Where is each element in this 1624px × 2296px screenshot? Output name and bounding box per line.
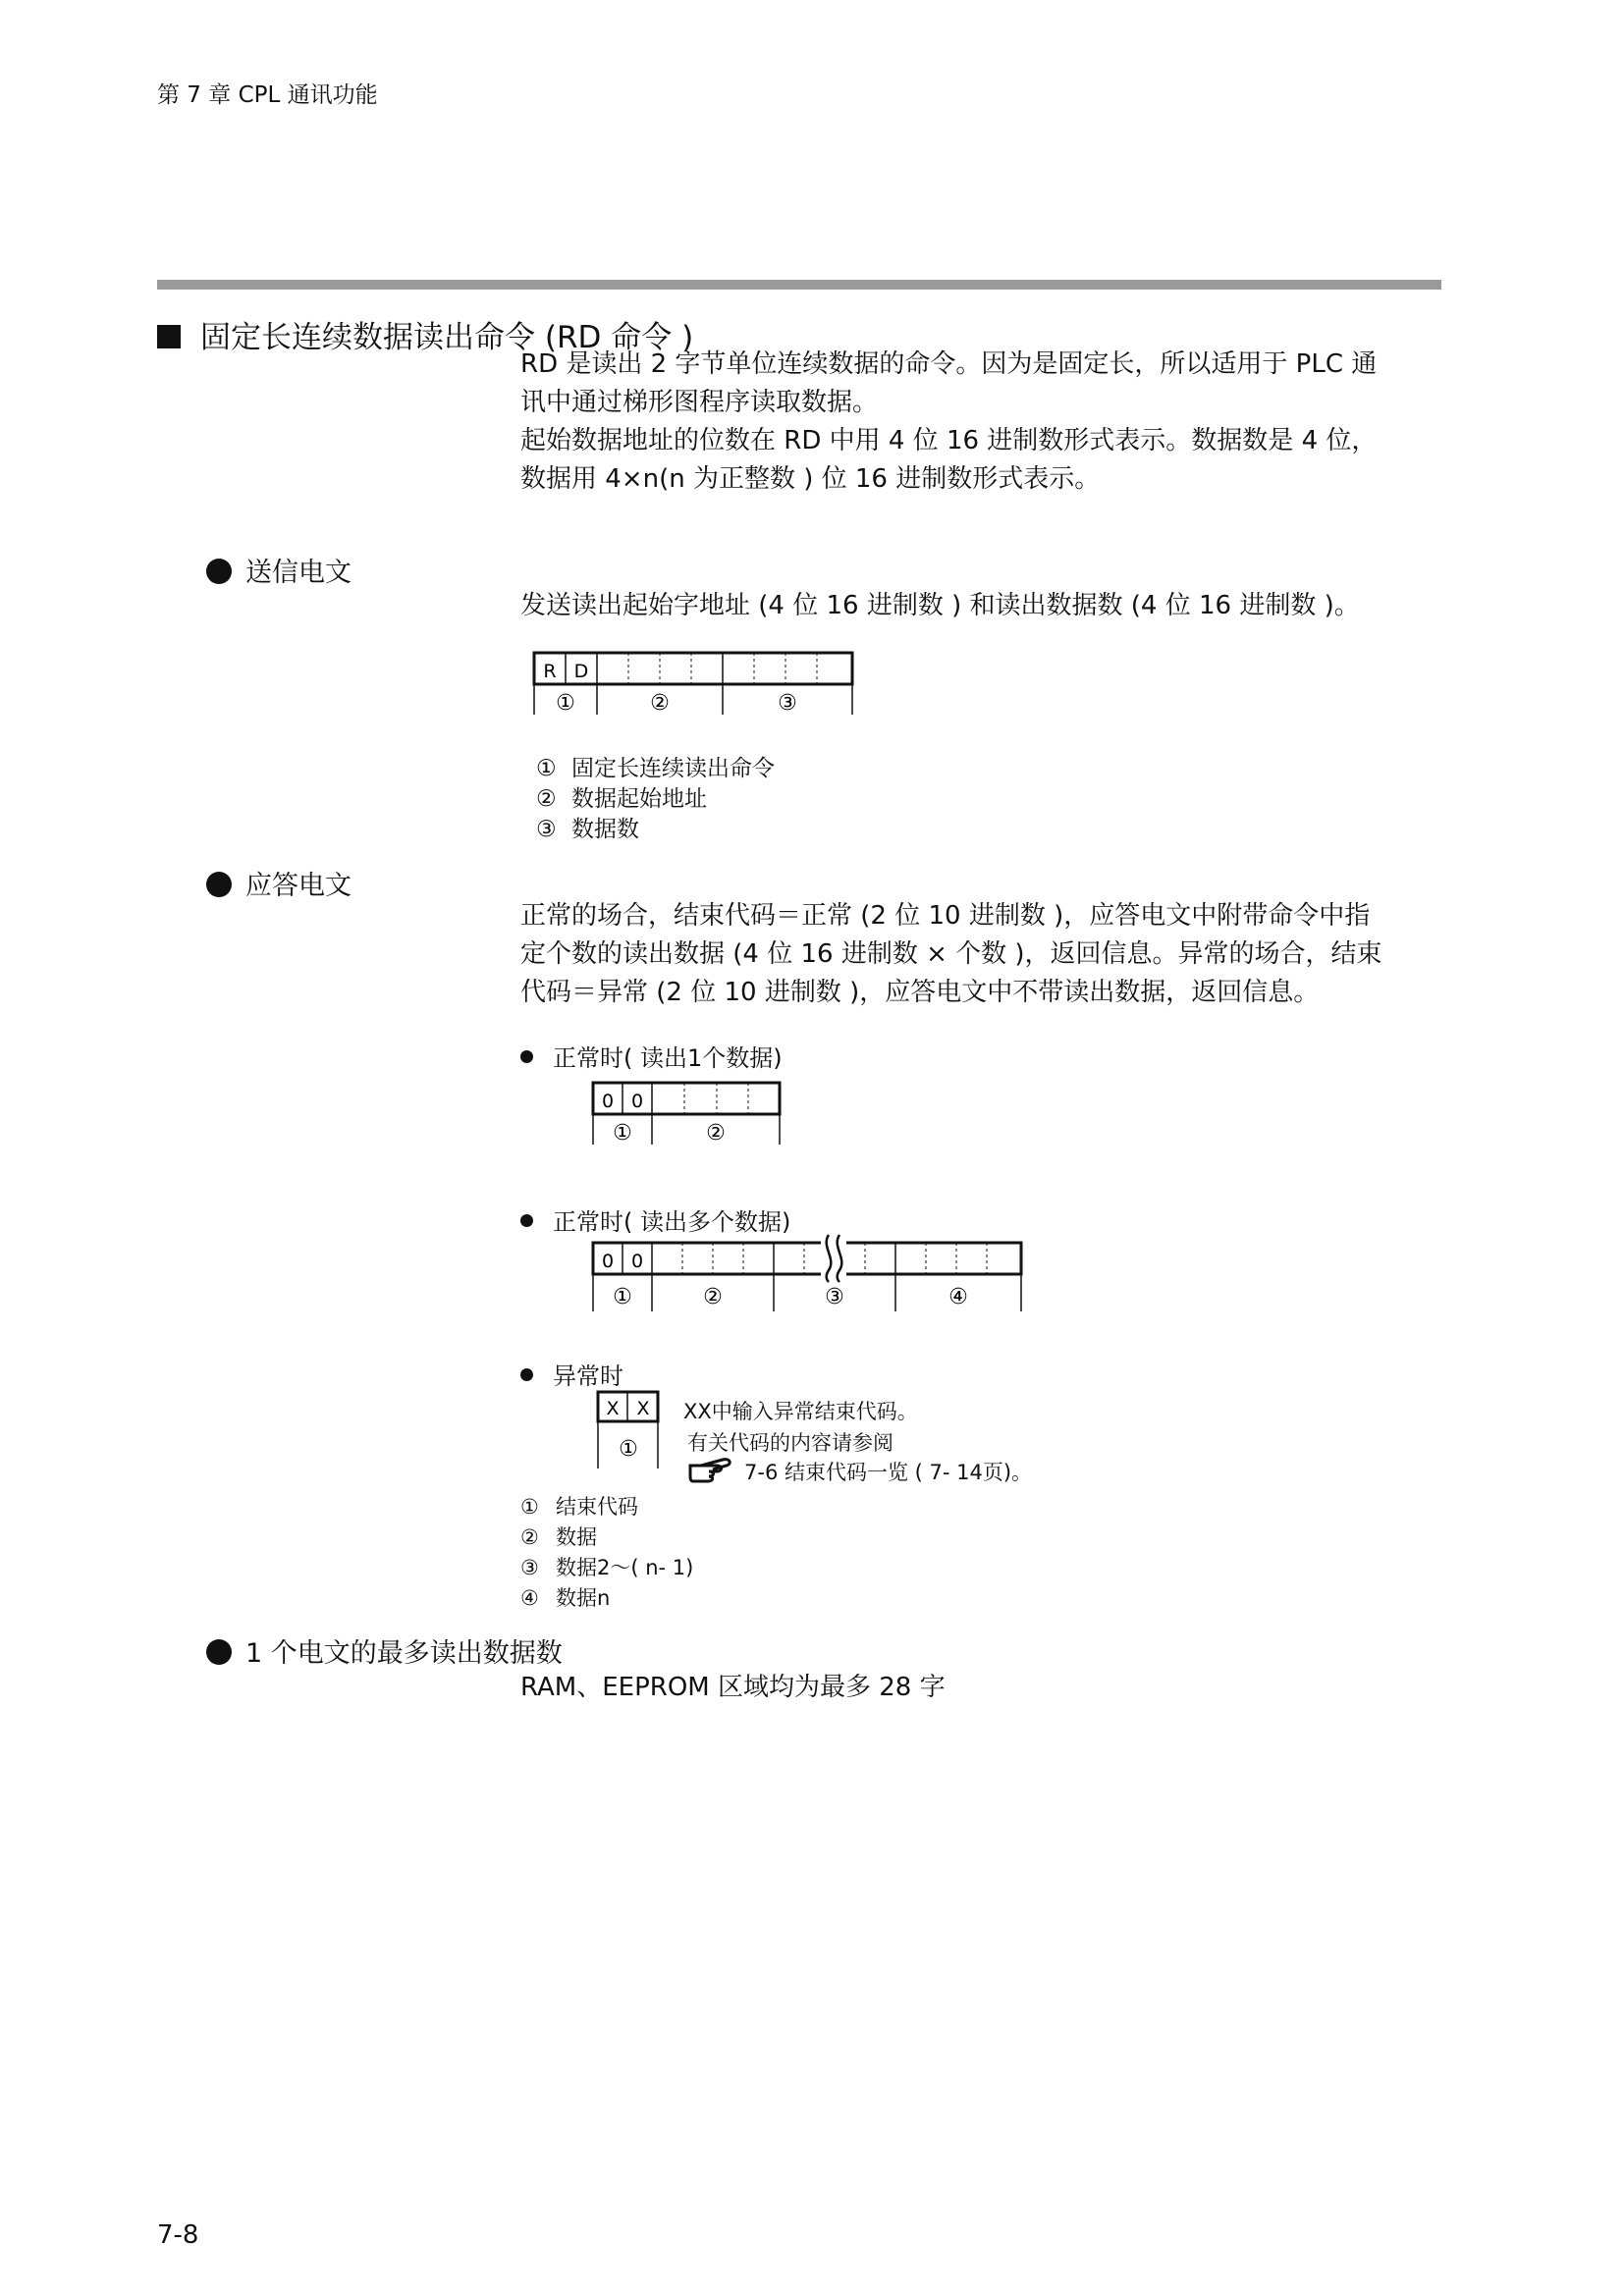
case3-note: 有关代码的内容请参阅 (687, 1431, 893, 1455)
legend-item: ① 结束代码 (520, 1495, 638, 1519)
case1-frame-diagram (589, 1078, 795, 1147)
chapter-header: 第 7 章 CPL 通讯功能 (157, 82, 378, 108)
intro-paragraph (520, 346, 1443, 499)
frame-label: ③ (778, 691, 797, 716)
svg-text:②: ② (706, 1121, 726, 1146)
legend-item: ② 数据 (520, 1525, 597, 1549)
case3-reference: 7-6 结束代码一览 ( 7- 14页)。 (687, 1457, 1032, 1486)
send-frame-diagram (530, 648, 864, 717)
svg-text:①: ① (613, 1285, 632, 1309)
intro-line: 讯中通过梯形图程序读取数据。 (520, 388, 879, 417)
case1-title: 正常时( 读出1个数据) (520, 1039, 783, 1073)
break-mark-gap (821, 1235, 846, 1282)
send-heading (206, 551, 352, 589)
bullet-icon (520, 1214, 533, 1227)
svg-text:X: X (606, 1398, 620, 1419)
case3-note: XX中输入异常结束代码。 (683, 1400, 918, 1423)
svg-text:0: 0 (601, 1091, 615, 1112)
maxread-text: RAM、EEPROM 区域均为最多 28 字 (520, 1673, 946, 1702)
section-rule (157, 280, 1441, 290)
svg-text:④: ④ (948, 1285, 968, 1309)
legend-item: ② 数据起始地址 (536, 786, 707, 812)
frame-char: D (573, 661, 589, 682)
svg-text:①: ① (619, 1437, 638, 1462)
bullet-icon (206, 559, 232, 584)
bullet-icon (206, 872, 232, 897)
page-number: 7-8 (157, 2220, 199, 2250)
svg-text:0: 0 (601, 1251, 615, 1272)
svg-text:X: X (636, 1398, 650, 1419)
response-heading-text: 应答电文 (245, 871, 352, 901)
intro-line: 起始数据地址的位数在 RD 中用 4 位 16 进制数形式表示。数据数是 4 位， (520, 426, 1378, 455)
legend-item: ① 固定长连续读出命令 (536, 756, 775, 781)
case3-title: 异常时 (520, 1357, 623, 1391)
case2-frame-diagram (589, 1233, 1031, 1315)
pointing-hand-icon (687, 1458, 734, 1485)
frame-label: ① (556, 691, 575, 716)
legend-item: ③ 数据数 (536, 817, 639, 842)
response-legend (520, 1492, 693, 1614)
case2-title: 正常时( 读出多个数据) (520, 1202, 790, 1237)
legend-item: ③ 数据2～( n- 1) (520, 1556, 694, 1579)
frame-char: R (543, 661, 557, 682)
square-bullet-icon (157, 325, 181, 348)
case3-frame-diagram (589, 1388, 668, 1470)
section-title-text: 固定长连续数据读出命令 (RD 命令 ) (200, 320, 694, 355)
bullet-icon (520, 1050, 533, 1063)
send-heading-text: 送信电文 (245, 558, 352, 588)
response-line: 定个数的读出数据 (4 位 16 进制数 × 个数 )，返回信息。异常的场合，结束 (520, 939, 1382, 969)
svg-text:②: ② (703, 1285, 723, 1309)
svg-text:③: ③ (825, 1285, 844, 1309)
response-heading (206, 864, 352, 902)
svg-text:0: 0 (630, 1091, 644, 1112)
response-line: 代码＝异常 (2 位 10 进制数 )，应答电文中不带读出数据，返回信息。 (520, 978, 1320, 1007)
maxread-heading: 1 个电文的最多读出数据数 (206, 1631, 563, 1670)
send-legend (536, 754, 775, 845)
intro-line: 数据用 4×n(n 为正整数 ) 位 16 进制数形式表示。 (520, 464, 1101, 494)
bullet-icon (520, 1368, 533, 1381)
response-text (520, 897, 1443, 1012)
bullet-icon (206, 1639, 232, 1665)
response-line: 正常的场合，结束代码＝正常 (2 位 10 进制数 )，应答电文中附带命令中指 (520, 901, 1371, 931)
svg-text:0: 0 (630, 1251, 644, 1272)
svg-text:①: ① (613, 1121, 632, 1146)
intro-line: RD 是读出 2 字节单位连续数据的命令。因为是固定长，所以适用于 PLC 通 (520, 349, 1378, 379)
send-text: 发送读出起始字地址 (4 位 16 进制数 ) 和读出数据数 (4 位 16 进制数 )。 (520, 591, 1360, 620)
frame-label: ② (650, 691, 670, 716)
legend-item: ④ 数据n (520, 1586, 611, 1610)
